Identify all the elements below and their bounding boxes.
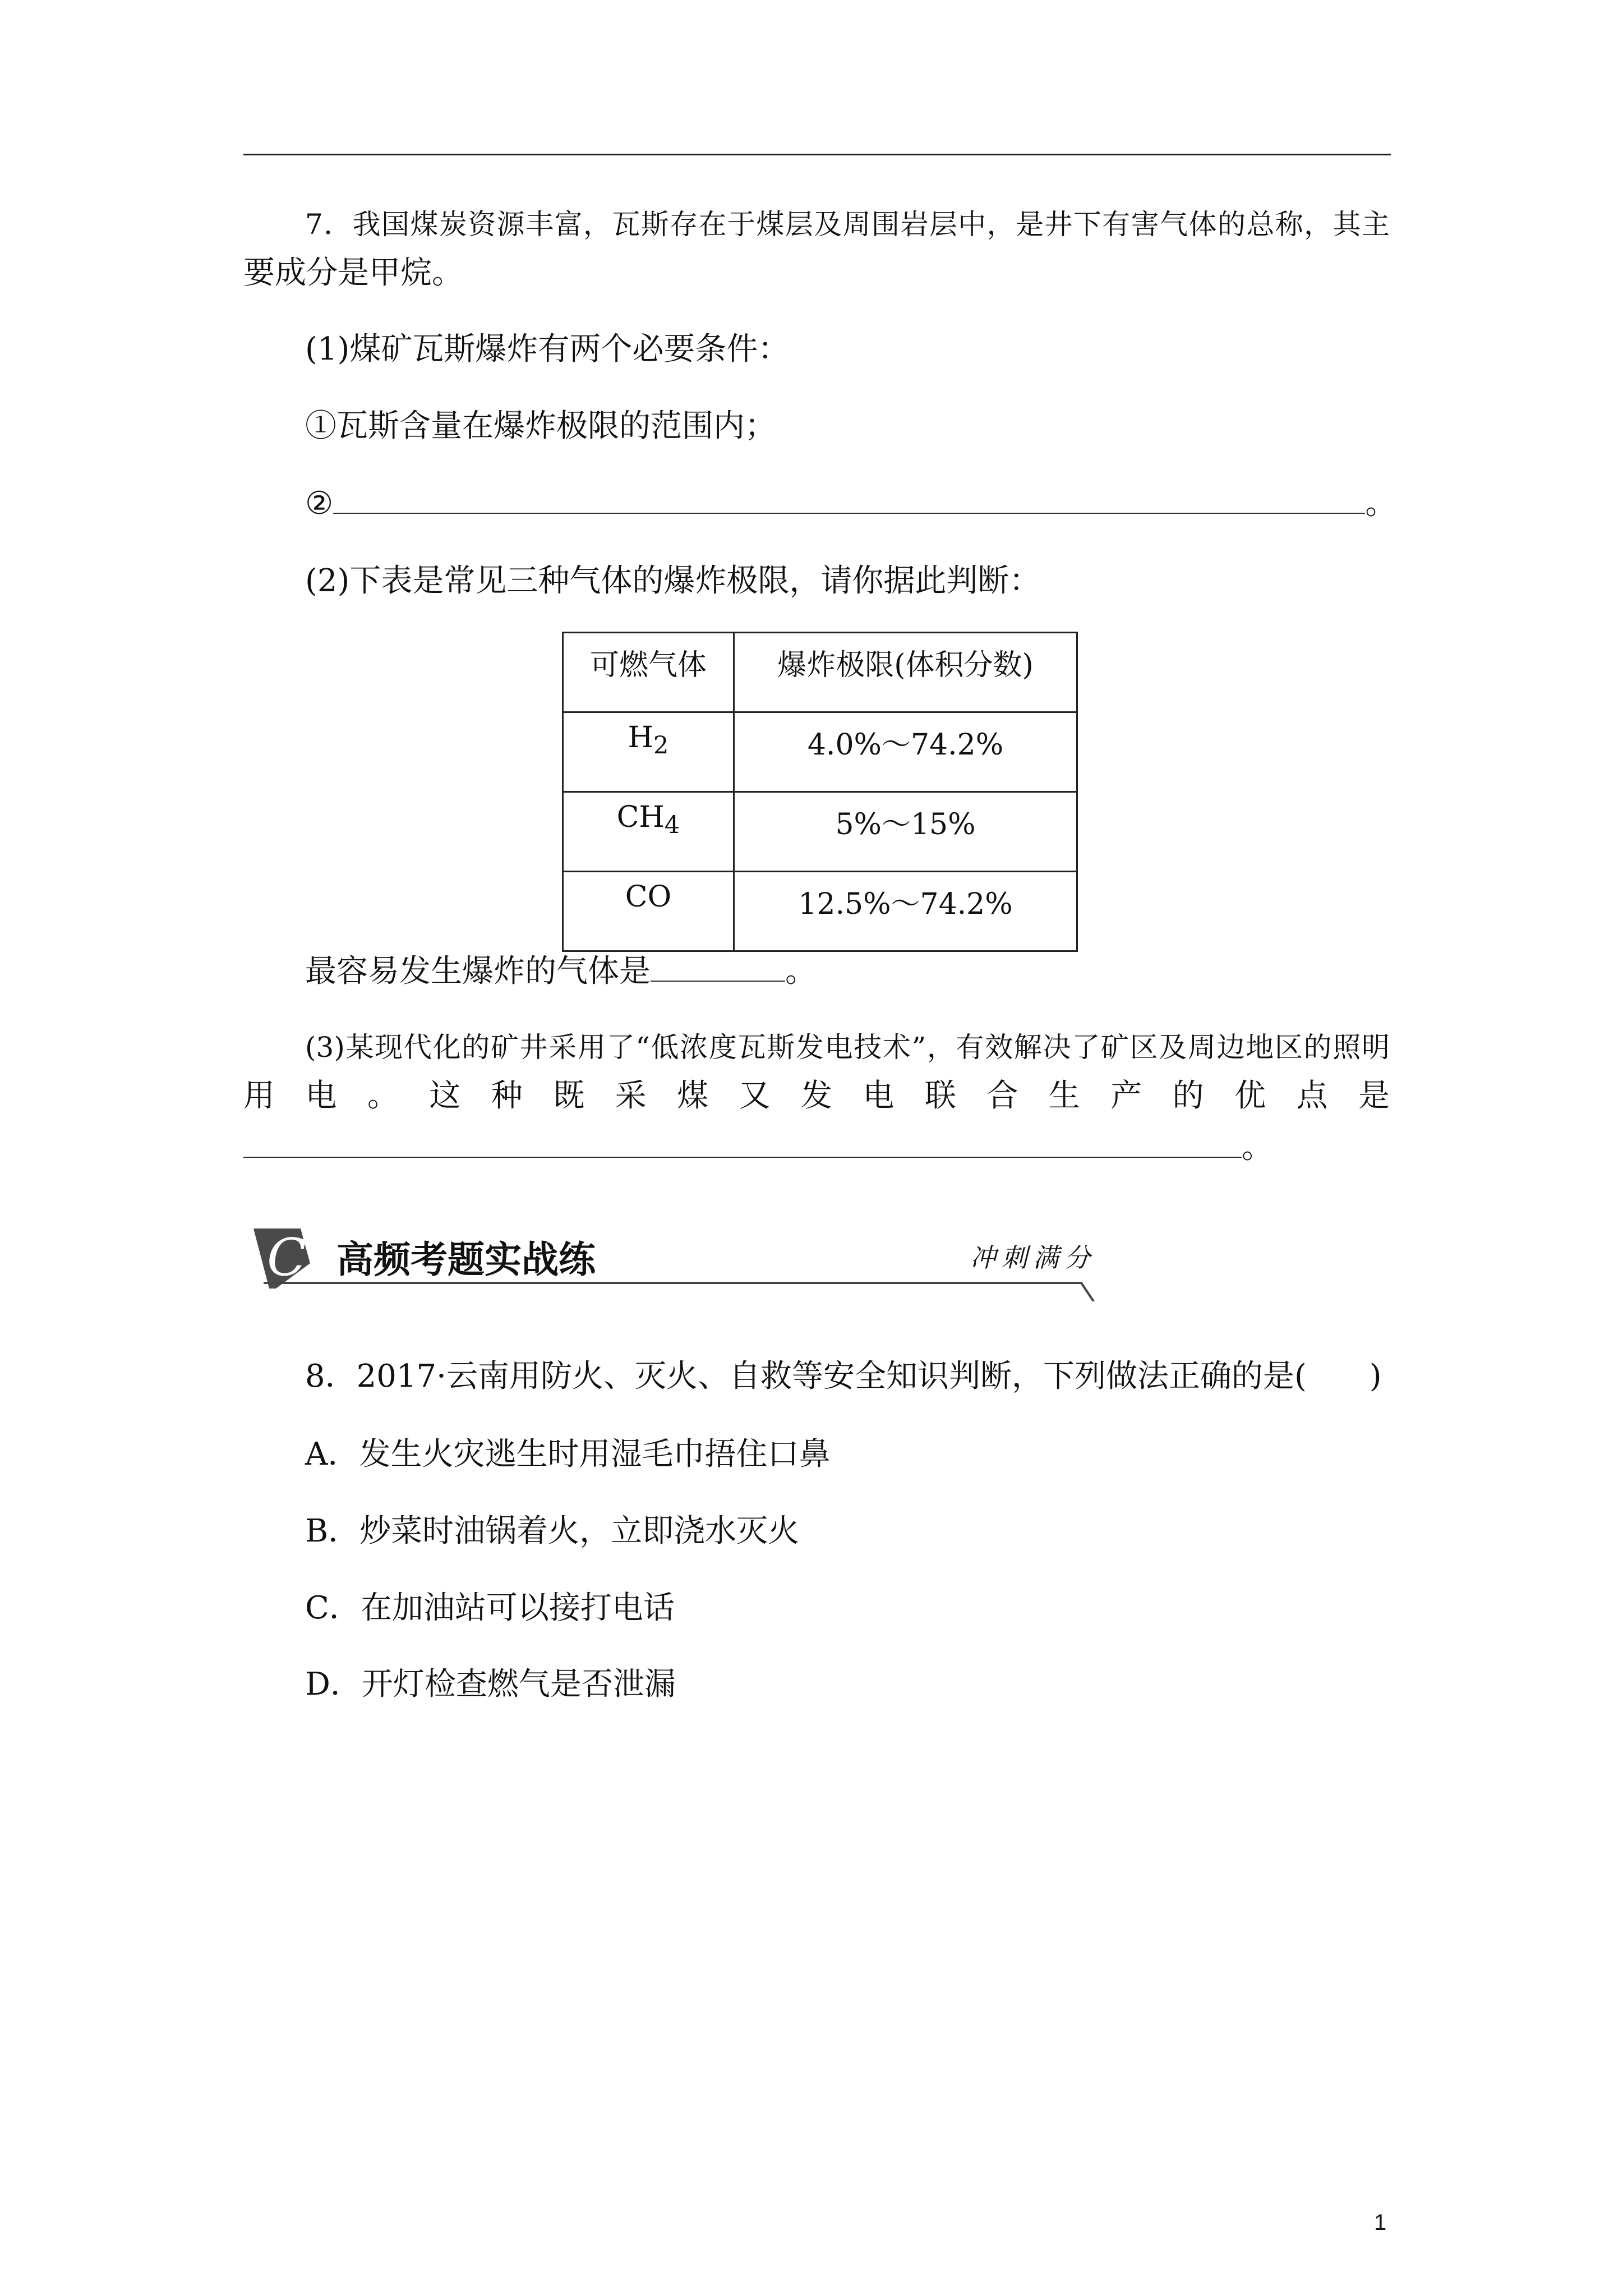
- gas-answer-blank[interactable]: [651, 951, 785, 982]
- q8-option-a[interactable]: A．发生火灾逃生时用湿毛巾捂住口鼻: [305, 1436, 831, 1473]
- header-gas: 可燃气体: [563, 633, 734, 712]
- q7-part2: (2)下表是常见三种气体的爆炸极限，请你据此判断：: [305, 563, 1041, 599]
- q7-condition2: [305, 484, 1396, 523]
- gas-formula: CO: [625, 880, 672, 914]
- gas-cell: [563, 872, 734, 951]
- condition2-marker: ②: [305, 485, 334, 522]
- period: 。: [1242, 1129, 1273, 1166]
- advantage-answer-blank[interactable]: [243, 1128, 1242, 1158]
- q8-stem: 8．2017·云南用防火、灭火、自救等安全知识判断，下列做法正确的是( ): [305, 1358, 1382, 1395]
- page-number: 1: [1374, 2210, 1387, 2235]
- gas-cell: [563, 712, 734, 792]
- section-subtitle: 冲刺满分: [970, 1243, 1096, 1273]
- period: 。: [785, 953, 817, 990]
- header-limit: 爆炸极限(体积分数): [734, 633, 1077, 712]
- q7-line1: 7．我国煤炭资源丰富，瓦斯存在于煤层及周围岩层中，是井下有害气体的总称，其主: [305, 208, 1390, 241]
- q7-part2-question: [305, 951, 817, 991]
- explosion-limit-table: [562, 632, 1078, 952]
- table-row: [563, 872, 1077, 951]
- gas-formula: H: [628, 721, 653, 754]
- table-row: [563, 712, 1077, 792]
- gas-cell: [563, 792, 734, 872]
- gas-formula: CH: [616, 800, 665, 834]
- q7-condition1: ①瓦斯含量在爆炸极限的范围内；: [305, 408, 776, 444]
- q7-part3-line1: (3)某现代化的矿井采用了“低浓度瓦斯发电技术”，有效解决了矿区及周边地区的照明: [305, 1031, 1390, 1064]
- limit-cell: 5%～15%: [734, 792, 1077, 872]
- table-row: [563, 792, 1077, 872]
- gas-subscript: 4: [664, 811, 680, 840]
- q8-option-d[interactable]: D．开灯检查燃气是否泄漏: [305, 1666, 676, 1703]
- section-letter: C: [267, 1227, 307, 1287]
- limit-cell: 12.5%～74.2%: [734, 872, 1077, 951]
- question-text: 最容易发生爆炸的气体是: [305, 953, 651, 990]
- q8-option-b[interactable]: B．炒菜时油锅着火，立即浇水灭火: [305, 1513, 800, 1549]
- q7-part3-line2: 用电。这种既采煤又发电联合生产的优点是: [243, 1078, 1390, 1114]
- q7-part3-answer: [243, 1128, 1273, 1167]
- q7-line2: 要成分是甲烷。: [243, 255, 463, 291]
- q8-option-c[interactable]: C．在加油站可以接打电话: [305, 1590, 675, 1626]
- q7-part1: (1)煤矿瓦斯爆炸有两个必要条件：: [305, 331, 790, 367]
- table-header-row: [563, 633, 1077, 712]
- section-banner: [247, 1217, 1133, 1301]
- section-title: 高频考题实战练: [336, 1238, 596, 1281]
- limit-cell: 4.0%～74.2%: [734, 712, 1077, 792]
- period: 。: [1365, 485, 1397, 522]
- gas-subscript: 2: [653, 731, 669, 760]
- condition2-answer-blank[interactable]: [333, 484, 1365, 514]
- header-rule: [243, 154, 1391, 155]
